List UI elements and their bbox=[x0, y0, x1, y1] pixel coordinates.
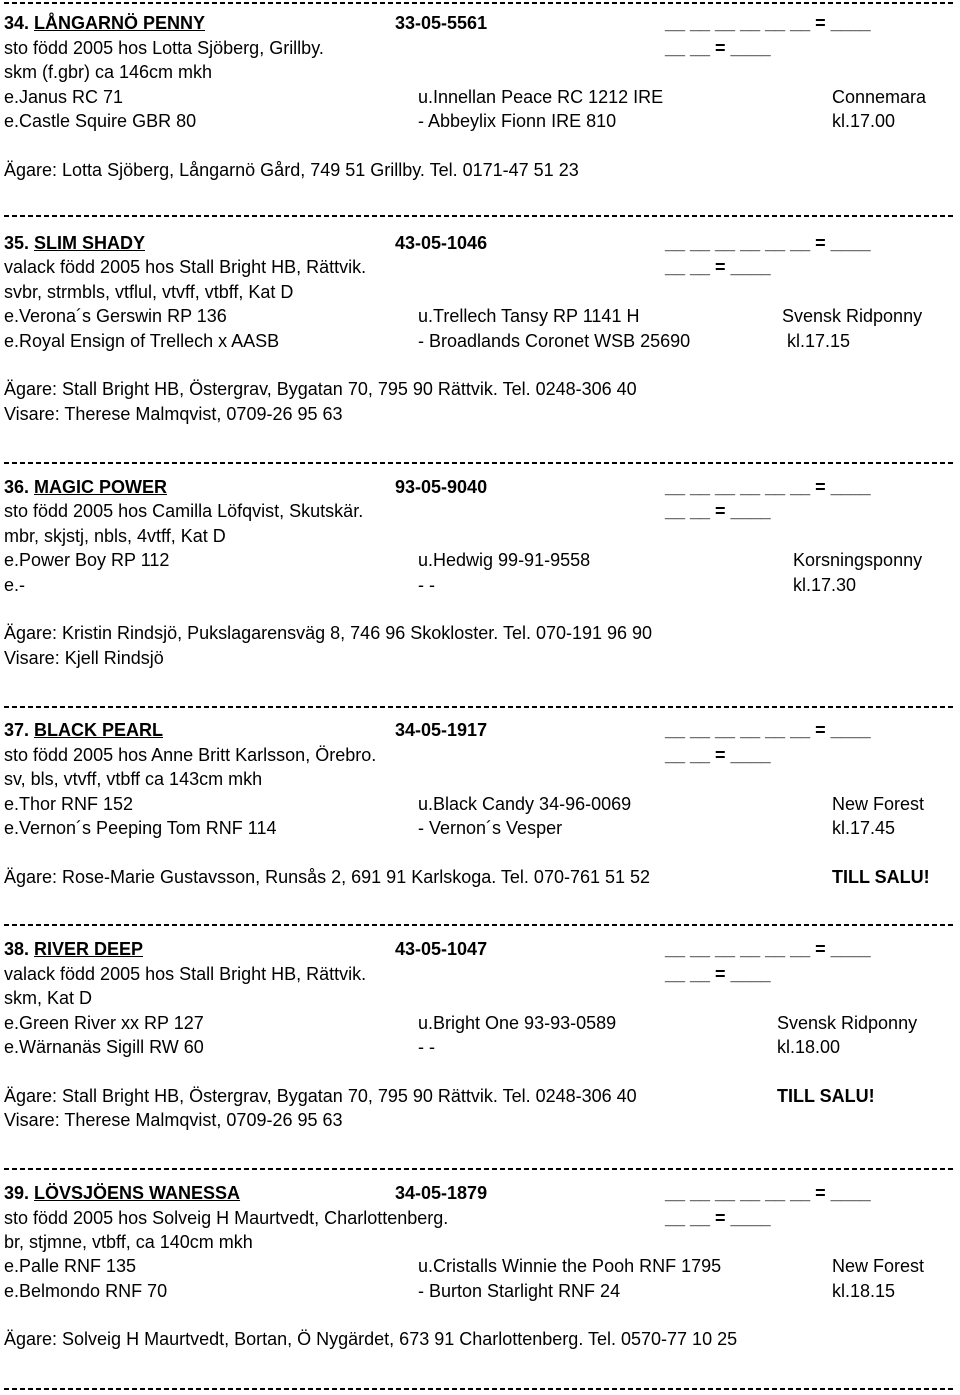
birth-line: sto född 2005 hos Lotta Sjöberg, Grillby. bbox=[4, 38, 324, 58]
registration-number: 33-05-5561 bbox=[395, 13, 488, 33]
sub-score-blanks[interactable]: __ __ = ____ bbox=[665, 501, 771, 521]
owner: Ägare: Kristin Rindsjö, Pukslagarensväg 8, 746 96 Skokloster. Tel. 070-191 96 90 bbox=[4, 623, 653, 643]
registration-number: 93-05-9040 bbox=[395, 477, 488, 497]
sub-score-blanks[interactable]: __ __ = ____ bbox=[665, 745, 771, 765]
breed: New Forest bbox=[832, 1256, 925, 1276]
owner: Ägare: Lotta Sjöberg, Långarnö Gård, 749 51 Grillby. Tel. 0171-47 51 23 bbox=[4, 160, 579, 180]
birth-line: sto född 2005 hos Anne Britt Karlsson, Örebro. bbox=[4, 745, 377, 765]
breed: Svensk Ridponny bbox=[777, 1013, 918, 1033]
owner: Ägare: Stall Bright HB, Östergrav, Bygatan 70, 795 90 Rättvik. Tel. 0248-306 40 bbox=[4, 1086, 637, 1106]
registration-number: 34-05-1879 bbox=[395, 1183, 488, 1203]
entry-number: 35. bbox=[4, 233, 30, 253]
color-markings: svbr, strmbls, vtflul, vtvff, vtbff, Kat D bbox=[4, 282, 294, 302]
score-blanks[interactable]: __ __ __ __ __ __ = ____ bbox=[665, 720, 871, 740]
damsire: - Vernon´s Vesper bbox=[418, 818, 563, 838]
score-blanks[interactable]: __ __ __ __ __ __ = ____ bbox=[665, 1183, 871, 1203]
registration-number: 43-05-1047 bbox=[395, 939, 488, 959]
grandsire: e.Royal Ensign of Trellech x AASB bbox=[4, 331, 280, 351]
separator bbox=[4, 924, 956, 926]
sire: e.Green River xx RP 127 bbox=[4, 1013, 204, 1033]
sire: e.Janus RC 71 bbox=[4, 87, 124, 107]
registration-number: 43-05-1046 bbox=[395, 233, 488, 253]
separator-top bbox=[4, 2, 956, 4]
damsire: - - bbox=[418, 1037, 435, 1057]
breed: Connemara bbox=[832, 87, 927, 107]
horse-name: RIVER DEEP bbox=[34, 939, 144, 959]
entry-number: 38. bbox=[4, 939, 30, 959]
time: kl.17.45 bbox=[832, 818, 896, 838]
dam: u.Bright One 93-93-0589 bbox=[418, 1013, 617, 1033]
sire: e.Power Boy RP 112 bbox=[4, 550, 170, 570]
grandsire: e.Castle Squire GBR 80 bbox=[4, 111, 197, 131]
separator bbox=[4, 706, 956, 708]
time: kl.17.15 bbox=[787, 331, 851, 351]
for-sale-note: TILL SALU! bbox=[777, 1086, 875, 1106]
sire: e.Verona´s Gerswin RP 136 bbox=[4, 306, 227, 326]
time: kl.18.15 bbox=[832, 1281, 896, 1301]
sub-score-blanks[interactable]: __ __ = ____ bbox=[665, 38, 771, 58]
score-blanks[interactable]: __ __ __ __ __ __ = ____ bbox=[665, 477, 871, 497]
owner: Ägare: Stall Bright HB, Östergrav, Bygatan 70, 795 90 Rättvik. Tel. 0248-306 40 bbox=[4, 379, 637, 399]
separator bbox=[4, 215, 956, 217]
score-blanks[interactable]: __ __ __ __ __ __ = ____ bbox=[665, 233, 871, 253]
damsire: - - bbox=[418, 575, 435, 595]
owner: Ägare: Rose-Marie Gustavsson, Runsås 2, 691 91 Karlskoga. Tel. 070-761 51 52 bbox=[4, 867, 651, 887]
birth-line: valack född 2005 hos Stall Bright HB, Rättvik. bbox=[4, 257, 367, 277]
entry-number: 37. bbox=[4, 720, 30, 740]
damsire: - Burton Starlight RNF 24 bbox=[418, 1281, 621, 1301]
time: kl.17.30 bbox=[793, 575, 857, 595]
color-markings: skm, Kat D bbox=[4, 988, 93, 1008]
rider: Visare: Therese Malmqvist, 0709-26 95 63 bbox=[4, 404, 343, 424]
damsire: - Broadlands Coronet WSB 25690 bbox=[418, 331, 691, 351]
sub-score-blanks[interactable]: __ __ = ____ bbox=[665, 1208, 771, 1228]
dam: u.Cristalls Winnie the Pooh RNF 1795 bbox=[418, 1256, 722, 1276]
horse-name: LÅNGARNÖ PENNY bbox=[34, 13, 206, 33]
horse-name: LÖVSJÖENS WANESSA bbox=[34, 1183, 241, 1203]
damsire: - Abbeylix Fionn IRE 810 bbox=[418, 111, 617, 131]
breed: Svensk Ridponny bbox=[782, 306, 923, 326]
horse-name: BLACK PEARL bbox=[34, 720, 163, 740]
score-blanks[interactable]: __ __ __ __ __ __ = ____ bbox=[665, 939, 871, 959]
grandsire: e.Vernon´s Peeping Tom RNF 114 bbox=[4, 818, 277, 838]
for-sale-note: TILL SALU! bbox=[832, 867, 930, 887]
dam: u.Trellech Tansy RP 1141 H bbox=[418, 306, 640, 326]
sub-score-blanks[interactable]: __ __ = ____ bbox=[665, 964, 771, 984]
breed: New Forest bbox=[832, 794, 925, 814]
horse-name: SLIM SHADY bbox=[34, 233, 146, 253]
time: kl.18.00 bbox=[777, 1037, 841, 1057]
sire: e.Thor RNF 152 bbox=[4, 794, 134, 814]
birth-line: valack född 2005 hos Stall Bright HB, Rättvik. bbox=[4, 964, 367, 984]
time: kl.17.00 bbox=[832, 111, 896, 131]
separator-bottom bbox=[4, 1388, 956, 1390]
entry-number: 36. bbox=[4, 477, 30, 497]
grandsire: e.Belmondo RNF 70 bbox=[4, 1281, 168, 1301]
score-blanks[interactable]: __ __ __ __ __ __ = ____ bbox=[665, 13, 871, 33]
separator bbox=[4, 1168, 956, 1170]
grandsire: e.- bbox=[4, 575, 26, 595]
sub-score-blanks[interactable]: __ __ = ____ bbox=[665, 257, 771, 277]
dam: u.Black Candy 34-96-0069 bbox=[418, 794, 632, 814]
rider: Visare: Kjell Rindsjö bbox=[4, 648, 164, 668]
registration-number: 34-05-1917 bbox=[395, 720, 488, 740]
birth-line: sto född 2005 hos Camilla Löfqvist, Skutskär. bbox=[4, 501, 364, 521]
grandsire: e.Wärnanäs Sigill RW 60 bbox=[4, 1037, 204, 1057]
sire: e.Palle RNF 135 bbox=[4, 1256, 137, 1276]
entry-number: 34. bbox=[4, 13, 30, 33]
color-markings: skm (f.gbr) ca 146cm mkh bbox=[4, 62, 213, 82]
entry-number: 39. bbox=[4, 1183, 30, 1203]
dam: u.Hedwig 99-91-9558 bbox=[418, 550, 591, 570]
separator bbox=[4, 462, 956, 464]
rider: Visare: Therese Malmqvist, 0709-26 95 63 bbox=[4, 1110, 343, 1130]
horse-name: MAGIC POWER bbox=[34, 477, 167, 497]
birth-line: sto född 2005 hos Solveig H Maurtvedt, Charlottenberg. bbox=[4, 1208, 449, 1228]
color-markings: sv, bls, vtvff, vtbff ca 143cm mkh bbox=[4, 769, 263, 789]
color-markings: br, stjmne, vtbff, ca 140cm mkh bbox=[4, 1232, 253, 1252]
color-markings: mbr, skjstj, nbls, 4vtff, Kat D bbox=[4, 526, 226, 546]
owner: Ägare: Solveig H Maurtvedt, Bortan, Ö Nygärdet, 673 91 Charlottenberg. Tel. 0570-77 10 25 bbox=[4, 1329, 738, 1349]
dam: u.Innellan Peace RC 1212 IRE bbox=[418, 87, 664, 107]
breed: Korsningsponny bbox=[793, 550, 923, 570]
